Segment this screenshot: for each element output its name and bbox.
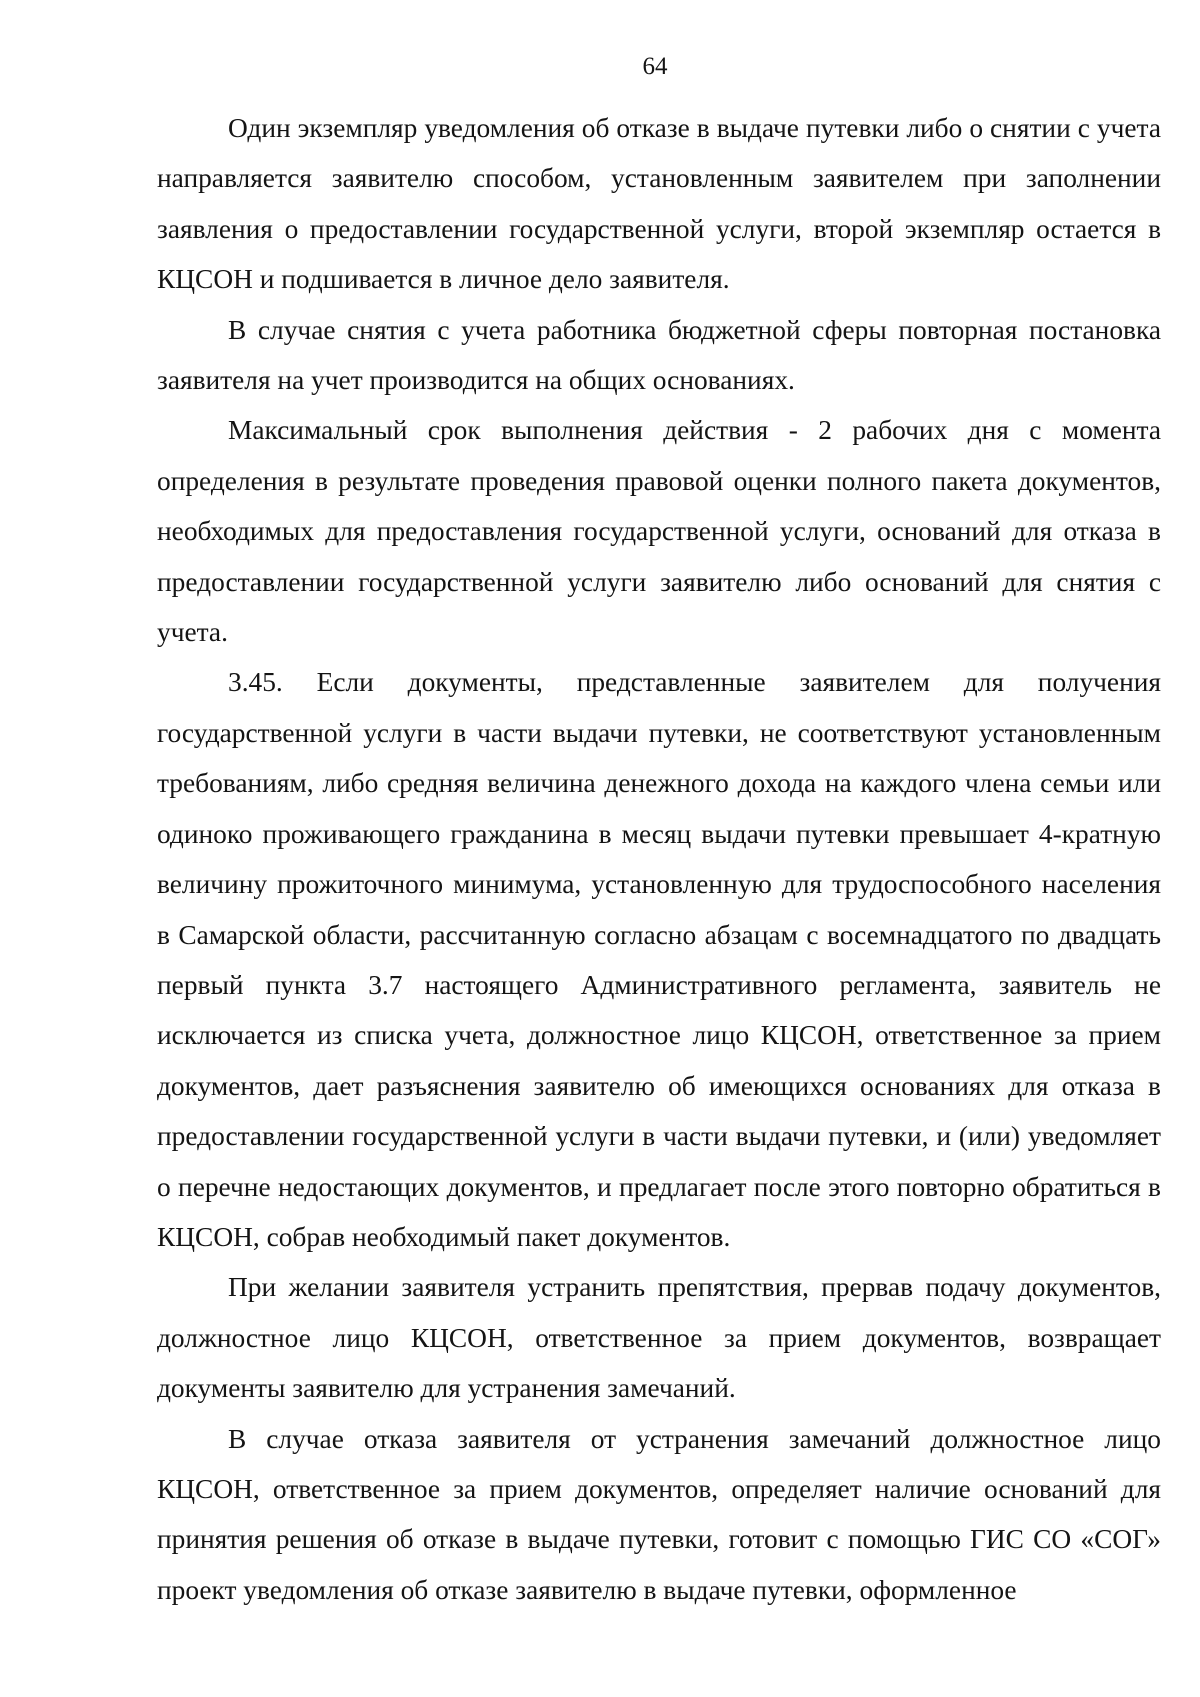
paragraph-remove-obstacles: При желании заявителя устранить препятствия, прервав подачу документов, должностное лицо КЦСОН, ответственное за прием документов, возвращает документы заявителю для устранения замечаний. <box>157 1272 1161 1404</box>
paragraph-budget-worker: В случае снятия с учета работника бюджетной сферы повторная постановка заявителя на учет производится на общих основаниях. <box>157 314 1161 396</box>
document-body <box>157 103 1161 1615</box>
paragraph-refusal-case: В случае отказа заявителя от устранения замечаний должностное лицо КЦСОН, ответственное за прием документов, определяет наличие оснований для принятия решения об отказе в выдаче путевки, готовит с помощью ГИС СО «СОГ» проект уведомления об отказе заявителю в выдаче путевки, оформленное <box>157 1423 1161 1605</box>
paragraph-max-term: Максимальный срок выполнения действия - 2 рабочих дня с момента определения в результате проведения правовой оценки полного пакета документов, необходимых для предоставления государственной услуги, оснований для отказа в предоставлении государственной услуги заявителю либо оснований для снятия с учета. <box>157 415 1161 648</box>
paragraph-notice-copies: Один экземпляр уведомления об отказе в выдаче путевки либо о снятии с учета направляется заявителю способом, установленным заявителем при заполнении заявления о предоставлении государственной услуги, второй экземпляр остается в КЦСОН и подшивается в личное дело заявителя. <box>157 113 1161 295</box>
paragraph-section-3-45: 3.45. Если документы, представленные заявителем для получения государственной услуги в части выдачи путевки, не соответствуют установленным требованиям, либо средняя величина денежного дохода на каждого члена семьи или одиноко проживающего гражданина в месяц выдачи путевки превышает 4-кратную величину прожиточного минимума, установленную для трудоспособного населения в Самарской области, рассчитанную согласно абзацам с восемнадцатого по двадцать первый пункта 3.7 настоящего Административного регламента, заявитель не исключается из списка учета, должностное лицо КЦСОН, ответственное за прием документов, дает разъяснения заявителю об имеющихся основаниях для отказа в предоставлении государственной услуги в части выдачи путевки, и (или) уведомляет о перечне недостающих документов, и предлагает после этого повторно обратиться в КЦСОН, собрав необходимый пакет документов. <box>157 667 1161 1252</box>
page-number: 64 <box>642 53 668 80</box>
